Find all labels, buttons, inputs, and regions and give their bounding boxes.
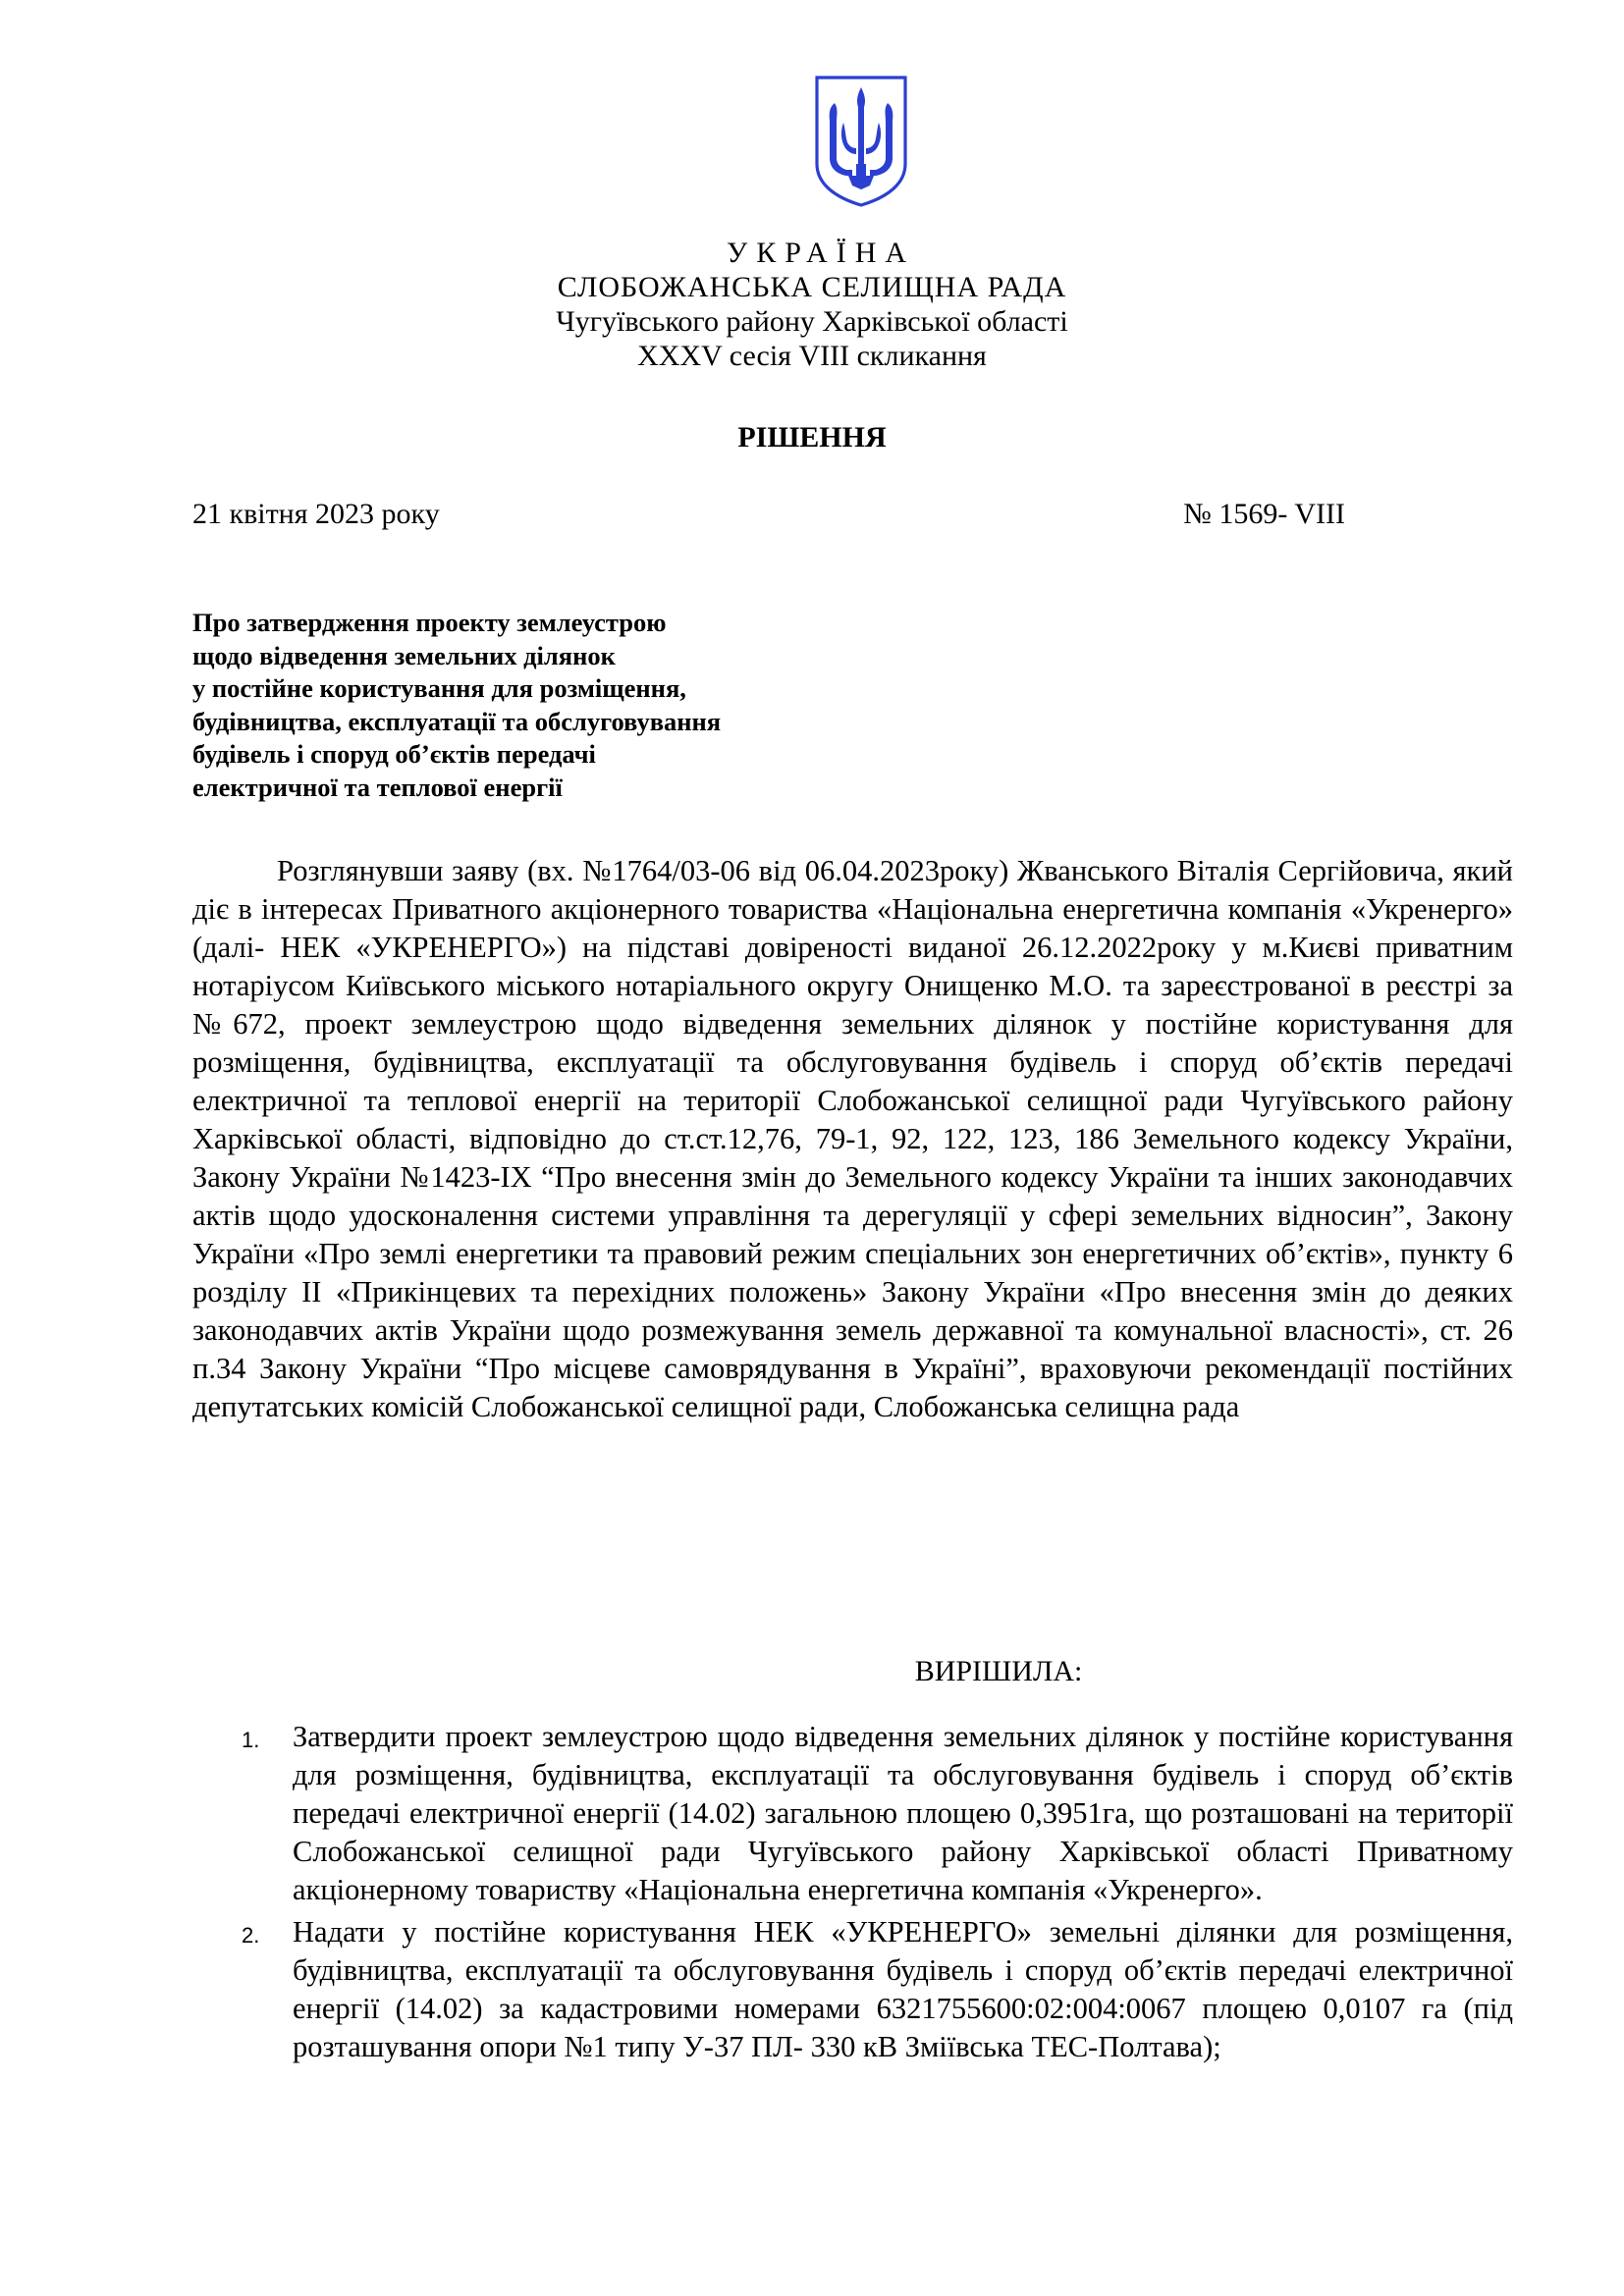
list-item [192, 1913, 1513, 2066]
item-number: 1. [242, 1728, 260, 1752]
coat-of-arms-trident-icon [813, 74, 909, 209]
decision-number: № 1569- VIII [1183, 498, 1345, 530]
decision-date: 21 квітня 2023 року [192, 498, 440, 530]
item-number: 2. [242, 1923, 260, 1948]
decision-items-list [192, 1718, 1513, 2066]
list-item [192, 1718, 1513, 1909]
country-heading: УКРАЇНА [726, 237, 916, 269]
subject-line: у постійне користування для розміщення, [192, 673, 686, 703]
preamble-paragraph: Розглянувши заяву (вх. №1764/03-06 від 06.04.2023року) Жванського Віталія Сергійовича, який діє в інтересах Приватного акціонерного товариства «Національна енергетична компанія «Укренерго» (далі- НЕК «УКРЕНЕРГО») на підставі довіреності виданої 26.12.2022року у м.Києві приватним нотаріусом Київського міського нотаріального округу Онищенко М.О. та зареєстрованої в реєстрі за №672, проект землеустрою щодо відведення земельних ділянок у постійне користування для розміщення, будівництва, експлуатації та обслуговування будівель і споруд об’єктів передачі електричної та теплової енергії на території Слобожанської селищної ради Чугуївського району Харківської області, відповідно до ст.ст.12,76, 79-1, 92, 122, 123, 186 Земельного кодексу України, Закону України №1423-IX “Про внесення змін до Земельного кодексу України та інших законодавчих актів щодо удосконалення системи управління та дерегуляції у сфері земельних відносин”, Закону України «Про землі енергетики та правовий режим спеціальних зон енергетичних об’єктів», пункту 6 розділу II «Прикінцевих та перехідних положень» Закону України «Про внесення змін до деяких законодавчих актів України щодо розмежування земель державної та комунальної власності», ст. 26 п.34 Закону України “Про місцеве самоврядування в Україні”, враховуючи рекомендації постійних депутатських комісій Слобожанської селищної ради, Слобожанська селищна рада [192, 854, 1513, 1423]
subject-line: будівель і споруд об’єктів передачі [192, 739, 596, 769]
document-type-heading: РІШЕННЯ [737, 421, 887, 454]
decided-heading: ВИРІШИЛА: [914, 1655, 1083, 1687]
session-line: XXXV сесія VIII скликання [637, 340, 987, 372]
council-heading: СЛОБОЖАНСЬКА СЕЛИЩНА РАДА [557, 271, 1067, 303]
item-text: Надати у постійне користування НЕК «УКРЕНЕРГО» земельні ділянки для розміщення, будівництва, експлуатації та обслуговування будівель і споруд об’єктів передачі електричної енергії (14.02) за кадастровими номерами 6321755600:02:004:0067 площею 0,0107 га (під розташування опори №1 типу У-37 ПЛ- 330 кВ Зміївська ТЕС-Полтава); [293, 1915, 1513, 2063]
decision-subject [192, 607, 880, 804]
subject-line: Про затвердження проекту землеустрою [192, 608, 667, 637]
item-text: Затвердити проект землеустрою щодо відведення земельних ділянок у постійне користування для розміщення, будівництва, експлуатації та обслуговування будівель і споруд об’єктів передачі електричної енергії (14.02) загальною площею 0,3951га, що розташовані на території Слобожанської селищної ради Чугуївського району Харківської області Приватному акціонерному товариству «Національна енергетична компанія «Укренерго». [293, 1720, 1513, 1906]
subject-line: щодо відведення земельних ділянок [192, 640, 616, 670]
subject-line: будівництва, експлуатації та обслуговування [192, 706, 722, 736]
district-line: Чугуївського району Харківської області [556, 305, 1068, 338]
subject-line: електричної та теплової енергії [192, 772, 563, 802]
